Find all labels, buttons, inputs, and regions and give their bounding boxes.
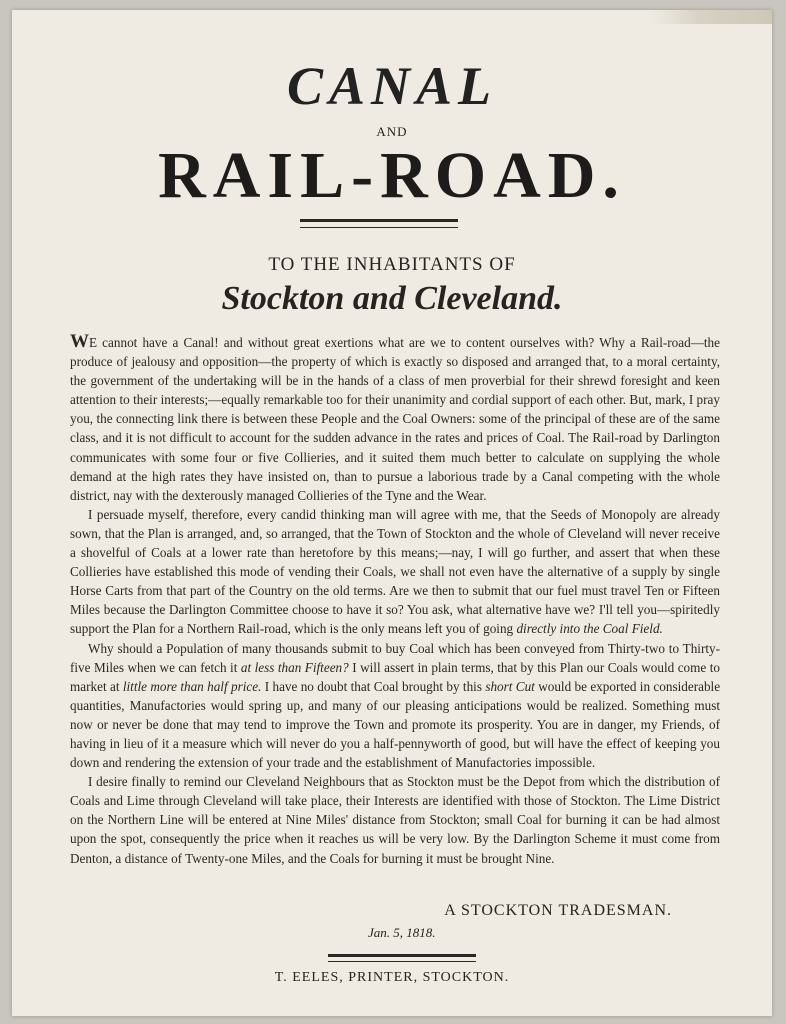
paragraph-4-text: I desire finally to remind our Cleveland Neighbours that as Stockton must be the Depot from which the distribution of Coals and Lime through Cleveland will take place, their Interests are identified with those of Stockton. The Lime District on the Northern Line will be entered at Nine Miles' distance from Stockton; small Coal for burning it can be had almost upon the spot, consequently the price when it reaches us will be very low. By the Darlington Scheme it must come from Denton, a distance of Twenty-one Miles, and the Coals for burning it must be brought Nine. <box>70 774 720 866</box>
paragraph-2-emphasis: directly into the Coal Field. <box>516 621 663 637</box>
address-line: TO THE INHABITANTS OF <box>268 254 516 275</box>
paragraph-1 <box>70 332 720 505</box>
ornamental-rule-top <box>300 219 458 228</box>
paragraph-3 <box>70 639 720 773</box>
title-canal: CANAL <box>286 56 498 116</box>
printer-imprint: T. EELES, PRINTER, STOCKTON. <box>274 970 510 985</box>
paragraph-3-text-b: I will assert in plain terms, that by this Plan our Coals would come to market at <box>70 659 720 694</box>
paragraph-3-text-c: I have no doubt that Coal brought by this <box>264 678 482 694</box>
paragraph-3-text-d: would be exported in considerable quantities, Manufactories would spring up, and many of our pleasing anticipations would be realized. Something must now or never be done that may tend to improve the Town and promote its prosperity. You are in danger, my Friends, of having in lieu of it a measure which will never do you a half-pennyworth of good, but will have the effect of keeping you down and rendering the extension of your trade and the establishment of Manufactories impossible. <box>70 678 721 771</box>
paragraph-3-emphasis-2: little more than half price. <box>122 678 262 694</box>
broadside-page <box>12 10 772 1016</box>
ornamental-rule-bottom <box>328 954 476 962</box>
paragraph-3-emphasis-1: at less than Fifteen? <box>240 659 349 675</box>
address-place: Stockton and Cleveland. <box>221 280 563 317</box>
title-railroad: RAIL-ROAD. <box>158 139 626 212</box>
paragraph-2 <box>70 505 720 639</box>
paragraph-2-text: I persuade myself, therefore, every candid thinking man will agree with me, that the Seeds of Monopoly are already sown, that the Plan is arranged, and, so arranged, that the Town of Stockton and the whole of Cleveland will never receive a shovelful of Coals at a lower rate than heretofore by this means;—nay, I will go further, and assert that when these Collieries have established this mode of vending their Coals, we shall not even have the alternative of a supply by single Horse Carts from that part of the Country on the old terms. Are we then to submit that our fuel must travel Ten or Fifteen Miles because the Darlington Committee choose to have it so? You ask, what alternative have we? I'll tell you—spiritedly support the Plan for a Northern Rail-road, which is the only means left you of going <box>70 506 720 637</box>
date-line: Jan. 5, 1818. <box>368 925 436 940</box>
paragraph-3-emphasis-3: short Cut <box>485 678 535 694</box>
signature: A STOCKTON TRADESMAN. <box>444 902 672 919</box>
paragraph-4 <box>70 772 720 867</box>
title-and: AND <box>376 124 408 139</box>
drop-cap: W <box>70 331 89 352</box>
body-text <box>70 332 720 868</box>
paper-edge-wear <box>652 10 772 24</box>
paragraph-1-text: E cannot have a Canal! and without great exertions what are we to content ourselves with? Why a Rail-road—the produce of jealousy and opposition—the property of which is exactly so disposed and arranged that, to a moral certainty, the government of the undertaking will be in the hands of a class of men proverbial for their shrewd foresight and keen attention to their interests;—equally remarkable too for their unanimity and cordial support of each other. But, mark, I pray you, the connecting link there is between these People and the Coal Owners: some of the principal of these are of the same class, and it is not difficult to account for the sudden advance in the rates and prices of Coal. The Rail-road by Darlington communicates with some four or five Collieries, and it suited them much better to calculate on supplying the whole demand at the high rates they have insisted on, than to pursue a laborious trade by a Canal competing with the whole district, nay with the dexterously managed Collieries of the Tyne and the Wear. <box>70 335 720 503</box>
paragraph-3-text-a: Why should a Population of many thousands submit to buy Coal which has been conveyed from Thirty-two to Thirty-five Miles when we can fetch it <box>70 640 720 675</box>
